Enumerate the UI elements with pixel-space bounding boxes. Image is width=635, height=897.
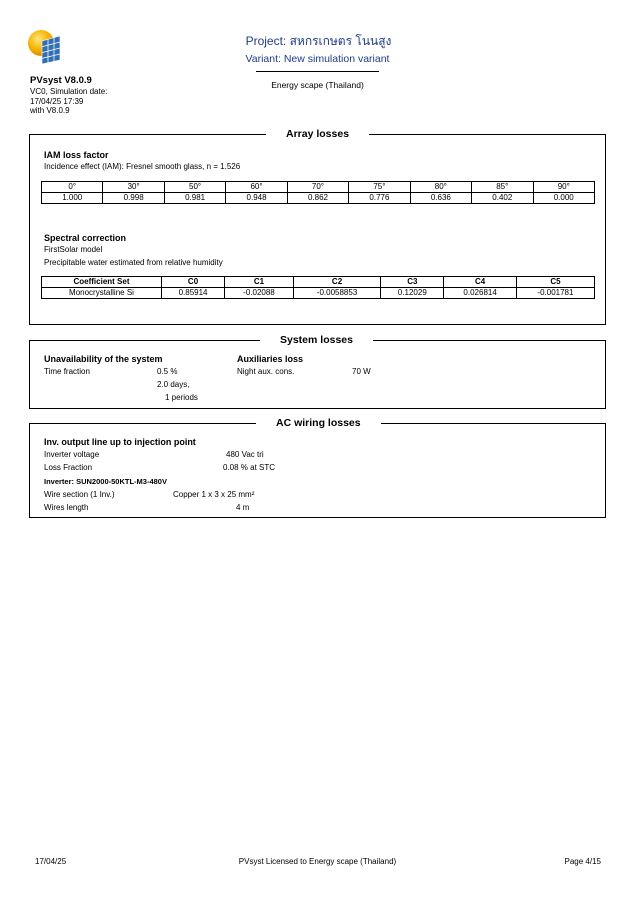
section-title: Array losses (266, 127, 369, 141)
iam-value-cell: 0.000 (533, 193, 595, 204)
iam-angle-cell: 70° (287, 182, 348, 193)
variant-title (0, 53, 635, 65)
iam-description: Incidence effect (IAM): Fresnel smooth glass, n = 1.526 (44, 162, 241, 171)
wires-length-label: Wires length (44, 503, 89, 512)
spectral-column-header: Coefficient Set (42, 277, 162, 288)
loss-fraction-label: Loss Fraction (44, 463, 93, 472)
night-aux-value: 70 W (352, 367, 371, 376)
iam-table (41, 181, 595, 204)
array-losses-section (29, 128, 606, 325)
section-title: System losses (260, 333, 373, 347)
spectral-cell: 0.026814 (444, 288, 516, 299)
footer-license (0, 857, 635, 866)
spectral-header-row (42, 277, 595, 288)
iam-angle-cell: 90° (533, 182, 595, 193)
iam-angle-row (42, 182, 595, 193)
iam-value-cell: 0.862 (287, 193, 348, 204)
iam-angle-cell: 30° (103, 182, 164, 193)
iam-angle-cell: 50° (164, 182, 225, 193)
simulation-info-line: VC0, Simulation date: (30, 87, 108, 96)
spectral-column-header: C0 (162, 277, 225, 288)
company-name-text: Energy scape (Thailand) (271, 80, 364, 90)
ac-wiring-losses-section (29, 417, 606, 518)
loss-fraction-value: 0.08 % at STC (223, 463, 276, 472)
spectral-model: FirstSolar model (44, 245, 103, 254)
simulation-date: 17/04/25 17:39 (30, 96, 84, 106)
inverter-voltage-label: Inverter voltage (44, 450, 100, 459)
system-losses-section (29, 334, 606, 409)
header-divider (256, 71, 379, 72)
unavailability-heading: Unavailability of the system (44, 354, 163, 364)
auxiliaries-heading: Auxiliaries loss (237, 354, 304, 364)
simulation-version: with V8.0.9 (30, 106, 70, 115)
inverter-voltage-value: 480 Vac tri (226, 450, 264, 459)
iam-angle-cell: 60° (226, 182, 287, 193)
iam-angle-cell: 80° (410, 182, 471, 193)
footer-page-number: Page 4/15 (564, 857, 601, 866)
spectral-heading: Spectral correction (44, 233, 127, 243)
spectral-note: Precipitable water estimated from relative humidity (44, 258, 223, 267)
simulation-info (30, 87, 107, 116)
iam-angle-cell: 0° (42, 182, 103, 193)
spectral-cell: 0.12029 (381, 288, 444, 299)
project-title (0, 32, 635, 51)
spectral-table (41, 276, 595, 299)
iam-value-cell: 0.981 (164, 193, 225, 204)
spectral-column-header: C2 (293, 277, 380, 288)
spectral-cell: -0.0058853 (293, 288, 380, 299)
iam-angle-cell: 75° (349, 182, 410, 193)
unavailability-days: 2.0 days, (157, 380, 190, 389)
footer-date: 17/04/25 (35, 857, 67, 866)
spectral-cell: Monocrystalline Si (42, 288, 162, 299)
spectral-cell: -0.02088 (225, 288, 294, 299)
project-title-text: Project: สหกรเกษตร โนนสูง (245, 34, 392, 48)
footer-license-text: PVsyst Licensed to Energy scape (Thailand) (238, 857, 397, 866)
app-name: PVsyst V8.0.9 (30, 75, 92, 86)
wire-section-value: Copper 1 x 3 x 25 mm² (173, 490, 255, 499)
iam-heading: IAM loss factor (44, 150, 109, 160)
unavailability-periods: 1 periods (165, 393, 198, 402)
night-aux-label: Night aux. cons. (237, 367, 295, 376)
iam-value-cell: 0.776 (349, 193, 410, 204)
company-name (0, 80, 635, 90)
spectral-column-header: C4 (444, 277, 516, 288)
iam-value-cell: 0.948 (226, 193, 287, 204)
wires-length-value: 4 m (236, 503, 250, 512)
iam-value-cell: 0.402 (472, 193, 533, 204)
spectral-cell: -0.001781 (516, 288, 594, 299)
ac-line-heading: Inv. output line up to injection point (44, 437, 196, 447)
iam-value-row (42, 193, 595, 204)
section-title: AC wiring losses (256, 416, 381, 430)
spectral-cell: 0.85914 (162, 288, 225, 299)
iam-value-cell: 0.998 (103, 193, 164, 204)
inverter-model: Inverter: SUN2000-50KTL-M3-480V (44, 477, 167, 486)
time-fraction-label: Time fraction (44, 367, 90, 376)
wire-section-label: Wire section (1 Inv.) (44, 490, 115, 499)
variant-title-text: Variant: New simulation variant (245, 53, 390, 65)
iam-value-cell: 0.636 (410, 193, 471, 204)
spectral-data-row (42, 288, 595, 299)
spectral-column-header: C5 (516, 277, 594, 288)
spectral-column-header: C3 (381, 277, 444, 288)
spectral-column-header: C1 (225, 277, 294, 288)
iam-angle-cell: 85° (472, 182, 533, 193)
time-fraction-value: 0.5 % (157, 367, 178, 376)
iam-value-cell: 1.000 (42, 193, 103, 204)
